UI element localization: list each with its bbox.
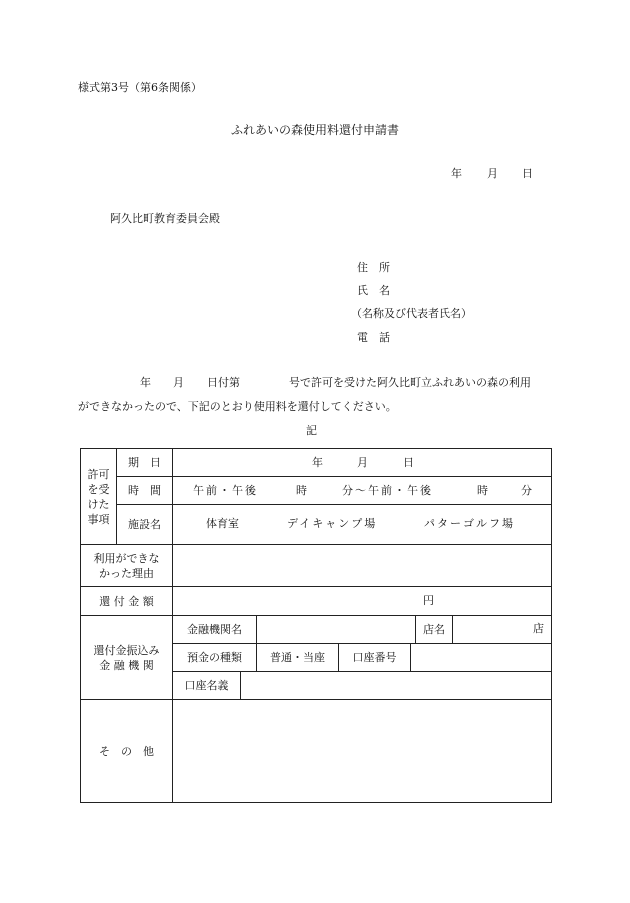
body-month: 月: [173, 376, 184, 389]
form-number: 様式第3号（第6条関係）: [78, 81, 202, 94]
deposit-type-value: 普通・当座: [270, 651, 325, 664]
branch-suffix: 店: [533, 622, 544, 635]
refund-unit: 円: [423, 594, 434, 607]
period-label: 期 日: [128, 456, 161, 469]
period-month: 月: [357, 456, 368, 469]
deposit-type-label: 預金の種類: [187, 651, 242, 664]
recipient: 阿久比町教育委員会殿: [110, 212, 220, 225]
account-number-label: 口座番号: [352, 651, 397, 664]
permit-header: 許可 を受 けた 事項: [87, 467, 110, 526]
facility-golf: パターゴルフ場: [424, 517, 515, 530]
body-date-no: 日付第: [207, 376, 240, 389]
bank-header: 還付金振込み 金 融 機 関: [93, 643, 160, 672]
document-title: ふれあいの森使用料還付申請書: [230, 123, 399, 137]
date-day-label: 日: [522, 167, 533, 180]
facility-camp: デイキャンプ場: [287, 517, 378, 530]
time-ampm-start: 午前・午後: [193, 484, 258, 497]
account-holder-label: 口座名義: [184, 679, 229, 692]
time-hour-start: 時: [296, 484, 307, 497]
time-min-start: 分～午前・午後: [342, 484, 433, 497]
address-label: 住 所: [357, 261, 390, 274]
name-label: 氏 名: [357, 284, 390, 297]
time-hour-end: 時: [477, 484, 488, 497]
facility-label: 施設名: [128, 518, 161, 531]
phone-label: 電 話: [357, 331, 390, 344]
time-min-end: 分: [521, 484, 532, 497]
body-year: 年: [140, 376, 151, 389]
ki-label: 記: [306, 424, 317, 437]
period-year: 年: [312, 456, 323, 469]
time-label: 時 間: [128, 484, 161, 497]
refund-amount-label: 還 付 金 額: [99, 594, 154, 608]
other-label: そ の 他: [99, 744, 154, 758]
date-year-label: 年: [451, 167, 462, 180]
facility-gym: 体育室: [206, 517, 239, 530]
reason-label: 利用ができな かった理由: [93, 551, 160, 580]
representative-label: （名称及び代表者氏名）: [351, 307, 472, 320]
date-month-label: 月: [487, 167, 498, 180]
body-line2: ができなかったので、下記のとおり使用料を還付してください。: [78, 400, 397, 413]
bank-name-label: 金融機関名: [187, 623, 242, 636]
body-line1: 号で許可を受けた阿久比町立ふれあいの森の利用: [289, 376, 531, 389]
period-day: 日: [403, 456, 414, 469]
branch-label: 店名: [423, 623, 445, 636]
